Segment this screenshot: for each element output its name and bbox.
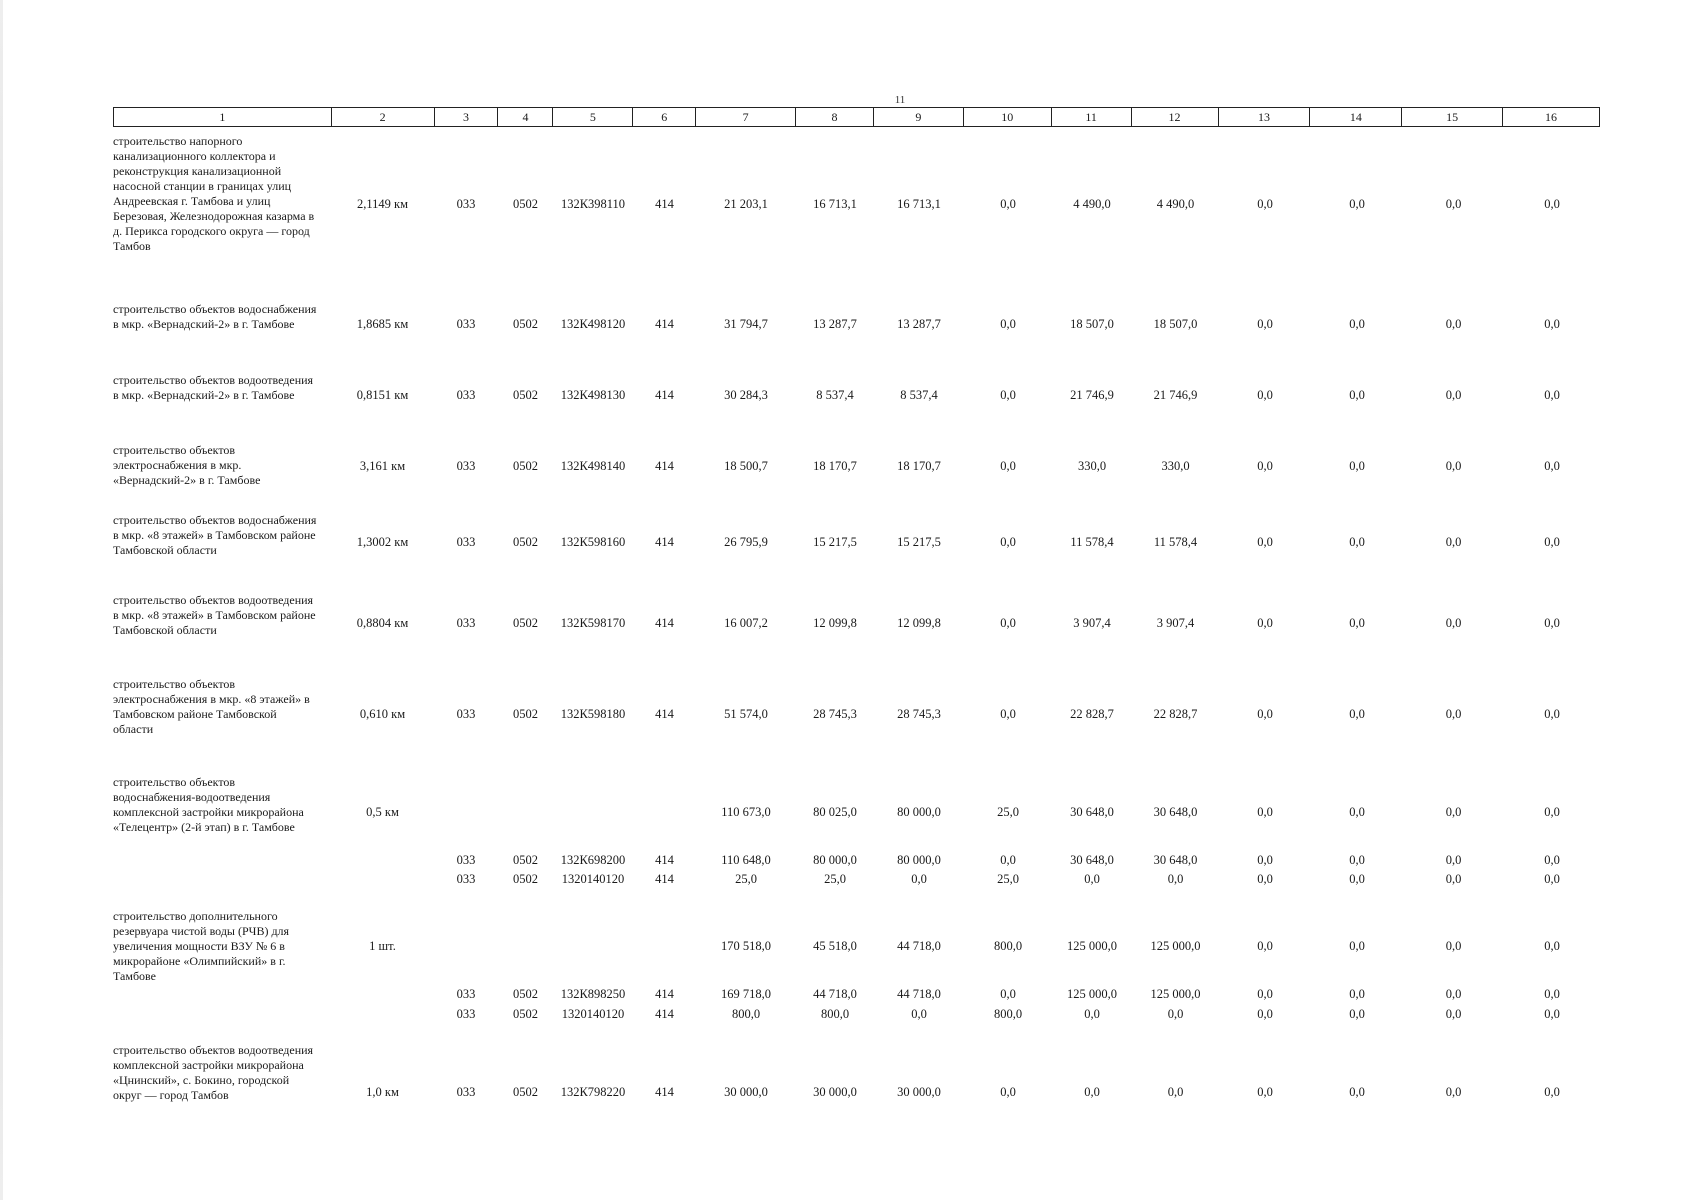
row-value-col-15: 0,0 [1445,317,1462,331]
row-value-col-5: 132К598170 [560,616,626,630]
row-value-col-9: 44 718,0 [897,939,941,953]
row-value-col-11: 3 907,4 [1073,616,1111,630]
row-value-col-2: 3,161 км [359,459,406,473]
row-value-col-10: 0,0 [1000,707,1016,721]
subrow-value-col-13: 0,0 [1257,987,1273,1001]
subrow-value-col-14: 0,0 [1349,853,1365,867]
row-value-col-11: 22 828,7 [1070,707,1114,721]
row-value-col-12: 3 907,4 [1156,616,1195,630]
subrow-value-col-7: 169 718,0 [721,987,771,1001]
subrow-value-col-6: 414 [655,872,674,886]
row-value-col-13: 0,0 [1257,197,1273,211]
row-value-col-7: 30 000,0 [724,1085,768,1099]
row-value-col-10: 0,0 [1000,459,1016,473]
row-description: строительство объектов электроснабжения в мкр. «Вернадский-2» в г. Тамбове [113,443,261,487]
row-value-col-5: 132К598180 [560,707,626,721]
row-value-col-11: 125 000,0 [1067,939,1117,953]
row-value-col-2: 0,8151 км [356,388,409,402]
row-value-col-8: 12 099,8 [813,616,857,630]
column-number-11: 11 [1052,108,1132,126]
row-value-col-15: 0,0 [1445,939,1462,953]
row-description: строительство объектов водоснабжения в мкр. «8 этажей» в Тамбовском районе Тамбовской области [113,513,317,557]
row-value-col-6: 414 [655,459,674,473]
row-value-col-6: 414 [655,197,674,211]
row-value-col-5: 132К498130 [560,388,626,402]
row-value-col-14: 0,0 [1349,939,1365,953]
column-number-8: 8 [796,108,874,126]
row-value-col-3: 033 [456,616,476,630]
row-value-col-13: 0,0 [1257,317,1273,331]
row-value-col-14: 0,0 [1349,197,1365,211]
row-value-col-8: 45 518,0 [813,939,857,953]
column-number-9: 9 [874,108,964,126]
subrow-value-col-13: 0,0 [1257,853,1273,867]
row-description: строительство объектов водоснабжения в мкр. «Вернадский-2» в г. Тамбове [113,302,317,331]
row-value-col-3: 033 [456,459,476,473]
row-value-col-12: 0,0 [1167,1085,1184,1099]
column-number-3: 3 [435,108,499,126]
column-number-15: 15 [1402,108,1503,126]
row-value-col-16: 0,0 [1544,939,1560,953]
row-value-col-7: 31 794,7 [724,317,768,331]
row-value-col-12: 22 828,7 [1153,707,1198,721]
column-number-header [113,107,1600,127]
row-value-col-8: 30 000,0 [813,1085,857,1099]
row-value-col-13: 0,0 [1257,535,1273,549]
column-number-2: 2 [332,108,435,126]
subrow-value-col-4: 0502 [513,1007,538,1021]
row-value-col-10: 0,0 [1000,1085,1016,1099]
subrow-value-col-4: 0502 [513,987,538,1001]
subrow-value-col-8: 800,0 [820,1007,850,1021]
row-value-col-9: 30 000,0 [897,1085,941,1099]
column-number-5: 5 [553,108,633,126]
subrow-value-col-16: 0,0 [1544,872,1560,886]
row-value-col-11: 330,0 [1077,459,1107,473]
row-value-col-10: 25,0 [997,805,1019,819]
row-value-col-5: 132К398110 [560,197,626,211]
column-number-10: 10 [964,108,1052,126]
row-value-col-13: 0,0 [1257,388,1273,402]
row-value-col-10: 0,0 [1000,317,1016,331]
row-value-col-11: 11 578,4 [1070,535,1114,549]
page-number: 11 [894,94,906,106]
subrow-value-col-12: 0,0 [1167,1007,1184,1021]
row-value-col-14: 0,0 [1349,616,1365,630]
row-value-col-12: 330,0 [1161,459,1190,473]
row-value-col-8: 8 537,4 [816,388,854,402]
row-value-col-16: 0,0 [1544,535,1560,549]
row-value-col-14: 0,0 [1349,388,1365,402]
row-value-col-15: 0,0 [1445,459,1462,473]
row-value-col-13: 0,0 [1257,616,1273,630]
subrow-value-col-4: 0502 [513,853,538,867]
row-value-col-3: 033 [456,535,476,549]
row-description: строительство объектов водоотведения комплексной застройки микрорайона «Цнинский», с. Бокино, городской округ — город Тамбов [113,1043,314,1102]
row-value-col-15: 0,0 [1445,535,1462,549]
row-value-col-13: 0,0 [1257,1085,1273,1099]
row-value-col-2: 1,3002 км [356,535,409,549]
row-value-col-4: 0502 [513,317,538,331]
row-value-col-3: 033 [456,707,476,721]
subrow-value-col-11: 30 648,0 [1070,853,1114,867]
row-value-col-15: 0,0 [1445,805,1462,819]
row-value-col-2: 1 шт. [369,939,396,953]
row-value-col-7: 170 518,0 [721,939,771,953]
row-value-col-6: 414 [655,616,674,630]
subrow-value-col-10: 0,0 [1000,853,1016,867]
row-value-col-14: 0,0 [1349,535,1365,549]
row-value-col-4: 0502 [513,1085,538,1099]
subrow-value-col-15: 0,0 [1445,987,1462,1001]
row-value-col-3: 033 [456,1085,476,1099]
row-value-col-13: 0,0 [1257,707,1273,721]
subrow-value-col-8: 44 718,0 [813,987,857,1001]
subrow-value-col-9: 80 000,0 [897,853,941,867]
column-number-13: 13 [1219,108,1311,126]
row-value-col-4: 0502 [513,616,538,630]
row-value-col-7: 110 673,0 [721,805,771,819]
row-value-col-12: 4 490,0 [1156,197,1195,211]
subrow-value-col-14: 0,0 [1349,987,1365,1001]
column-number-12: 12 [1132,108,1219,126]
row-value-col-7: 30 284,3 [724,388,768,402]
row-value-col-15: 0,0 [1445,707,1462,721]
row-value-col-8: 80 025,0 [813,805,857,819]
subrow-value-col-15: 0,0 [1445,853,1462,867]
row-value-col-2: 0,610 км [359,707,406,721]
row-value-col-15: 0,0 [1445,1085,1462,1099]
row-value-col-10: 0,0 [1000,535,1016,549]
row-value-col-10: 0,0 [1000,197,1016,211]
row-value-col-9: 12 099,8 [897,616,941,630]
subrow-value-col-9: 44 718,0 [897,987,941,1001]
row-value-col-4: 0502 [513,707,538,721]
subrow-value-col-3: 033 [456,1007,476,1021]
row-value-col-8: 18 170,7 [813,459,857,473]
subrow-value-col-6: 414 [655,987,674,1001]
row-value-col-12: 30 648,0 [1153,805,1198,819]
subrow-value-col-8: 25,0 [824,872,846,886]
row-value-col-9: 15 217,5 [897,535,941,549]
subrow-value-col-16: 0,0 [1544,853,1560,867]
row-value-col-2: 2,1149 км [356,197,409,211]
row-value-col-2: 1,0 км [366,1085,399,1099]
row-value-col-9: 80 000,0 [897,805,941,819]
subrow-value-col-3: 033 [456,987,476,1001]
row-value-col-4: 0502 [513,535,538,549]
row-value-col-11: 30 648,0 [1070,805,1114,819]
subrow-value-col-10: 800,0 [993,1007,1023,1021]
subrow-value-col-6: 414 [655,853,674,867]
row-value-col-5: 132К598160 [560,535,626,549]
row-value-col-7: 16 007,2 [724,616,768,630]
subrow-value-col-5: 132К898250 [560,987,626,1001]
subrow-value-col-5: 1320140120 [561,872,625,886]
row-value-col-12: 18 507,0 [1153,317,1198,331]
subrow-value-col-11: 0,0 [1084,1007,1100,1021]
row-value-col-4: 0502 [513,388,538,402]
subrow-value-col-5: 1320140120 [561,1007,625,1021]
subrow-value-col-12: 30 648,0 [1153,853,1198,867]
subrow-value-col-6: 414 [655,1007,674,1021]
subrow-value-col-11: 125 000,0 [1067,987,1117,1001]
row-value-col-13: 0,0 [1257,939,1273,953]
subrow-value-col-14: 0,0 [1349,872,1365,886]
row-value-col-7: 21 203,1 [724,197,768,211]
row-description: строительство объектов водоотведения в мкр. «8 этажей» в Тамбовском районе Тамбовской области [113,593,316,637]
row-value-col-3: 033 [456,197,476,211]
subrow-value-col-10: 0,0 [1000,987,1016,1001]
subrow-value-col-12: 125 000,0 [1150,987,1201,1001]
subrow-value-col-14: 0,0 [1349,1007,1365,1021]
row-value-col-6: 414 [655,1085,674,1099]
row-value-col-16: 0,0 [1544,388,1560,402]
row-value-col-12: 11 578,4 [1153,535,1198,549]
row-value-col-14: 0,0 [1349,1085,1365,1099]
subrow-value-col-9: 0,0 [911,872,927,886]
row-value-col-8: 13 287,7 [813,317,857,331]
row-value-col-2: 0,5 км [366,805,399,819]
row-value-col-9: 18 170,7 [897,459,941,473]
row-value-col-9: 13 287,7 [897,317,941,331]
row-value-col-16: 0,0 [1544,707,1560,721]
row-value-col-6: 414 [655,388,674,402]
row-value-col-10: 800,0 [993,939,1023,953]
row-value-col-7: 26 795,9 [724,535,768,549]
subrow-value-col-5: 132К698200 [560,853,626,867]
subrow-value-col-7: 25,0 [735,872,757,886]
column-number-4: 4 [498,108,553,126]
subrow-value-col-13: 0,0 [1257,1007,1273,1021]
subrow-value-col-7: 800,0 [731,1007,761,1021]
row-value-col-11: 0,0 [1084,1085,1100,1099]
row-value-col-2: 0,8804 км [356,616,409,630]
row-value-col-6: 414 [655,535,674,549]
row-value-col-10: 0,0 [1000,616,1016,630]
subrow-value-col-16: 0,0 [1544,987,1560,1001]
row-value-col-6: 414 [655,707,674,721]
row-value-col-7: 51 574,0 [724,707,768,721]
row-value-col-9: 8 537,4 [900,388,938,402]
row-value-col-16: 0,0 [1544,459,1560,473]
column-number-16: 16 [1545,110,1558,124]
subrow-value-col-3: 033 [456,872,476,886]
row-value-col-15: 0,0 [1445,197,1462,211]
row-value-col-9: 16 713,1 [897,197,941,211]
row-value-col-12: 125 000,0 [1150,939,1201,953]
row-value-col-13: 0,0 [1257,805,1273,819]
row-value-col-16: 0,0 [1544,317,1560,331]
row-value-col-4: 0502 [513,459,538,473]
row-description: строительство напорного канализационного коллектора и реконструкция канализационной насосной станции в границах улиц Андреевская г. Тамбова и улиц Березовая, Железнодорожная казарма в д. Перикса городского округа — город Тамбов [113,134,315,253]
row-value-col-11: 18 507,0 [1070,317,1114,331]
subrow-value-col-15: 0,0 [1445,1007,1462,1021]
row-value-col-8: 16 713,1 [813,197,857,211]
row-value-col-16: 0,0 [1544,805,1560,819]
row-value-col-7: 18 500,7 [724,459,768,473]
row-value-col-12: 21 746,9 [1153,388,1198,402]
subrow-value-col-16: 0,0 [1544,1007,1560,1021]
row-value-col-16: 0,0 [1544,1085,1560,1099]
subrow-value-col-15: 0,0 [1445,872,1462,886]
row-value-col-16: 0,0 [1544,616,1560,630]
row-value-col-4: 0502 [513,197,538,211]
subrow-value-col-13: 0,0 [1257,872,1273,886]
row-value-col-9: 28 745,3 [897,707,941,721]
row-description: строительство объектов водоотведения в мкр. «Вернадский-2» в г. Тамбове [113,373,314,402]
row-description: строительство объектов электроснабжения в мкр. «8 этажей» в Тамбовском районе Тамбовской области [113,677,310,736]
subrow-value-col-9: 0,0 [911,1007,927,1021]
row-description: строительство объектов водоснабжения-водоотведения комплексной застройки микрорайона «Телецентр» (2-й этап) в г. Тамбове [113,775,304,834]
row-value-col-5: 132К798220 [560,1085,626,1099]
column-number-7: 7 [696,108,796,126]
row-value-col-10: 0,0 [1000,388,1016,402]
row-value-col-14: 0,0 [1349,707,1365,721]
subrow-value-col-4: 0502 [513,872,538,886]
subrow-value-col-3: 033 [456,853,476,867]
row-value-col-15: 0,0 [1445,616,1462,630]
column-number-1: 1 [114,108,332,126]
row-value-col-11: 21 746,9 [1070,388,1114,402]
row-value-col-8: 15 217,5 [813,535,857,549]
subrow-value-col-12: 0,0 [1167,872,1184,886]
subrow-value-col-7: 110 648,0 [721,853,771,867]
row-value-col-8: 28 745,3 [813,707,857,721]
subrow-value-col-10: 25,0 [997,872,1019,886]
row-value-col-15: 0,0 [1445,388,1462,402]
column-number-6: 6 [633,108,696,126]
subrow-value-col-11: 0,0 [1084,872,1100,886]
row-description: строительство дополнительного резервуара чистой воды (РЧВ) для увеличения мощности ВЗУ № 6 в микрорайоне «Олимпийский» в г. Тамбове [113,909,290,983]
row-value-col-14: 0,0 [1349,805,1365,819]
row-value-col-3: 033 [456,388,476,402]
row-value-col-14: 0,0 [1349,459,1365,473]
subrow-value-col-8: 80 000,0 [813,853,857,867]
row-value-col-11: 4 490,0 [1073,197,1111,211]
row-value-col-13: 0,0 [1257,459,1273,473]
row-value-col-5: 132К498140 [560,459,626,473]
row-value-col-3: 033 [456,317,476,331]
column-number-14: 14 [1310,108,1402,126]
row-value-col-2: 1,8685 км [356,317,409,331]
row-value-col-6: 414 [655,317,674,331]
row-value-col-16: 0,0 [1544,197,1560,211]
scan-edge [0,0,3,1200]
row-value-col-5: 132К498120 [560,317,626,331]
row-value-col-14: 0,0 [1349,317,1365,331]
